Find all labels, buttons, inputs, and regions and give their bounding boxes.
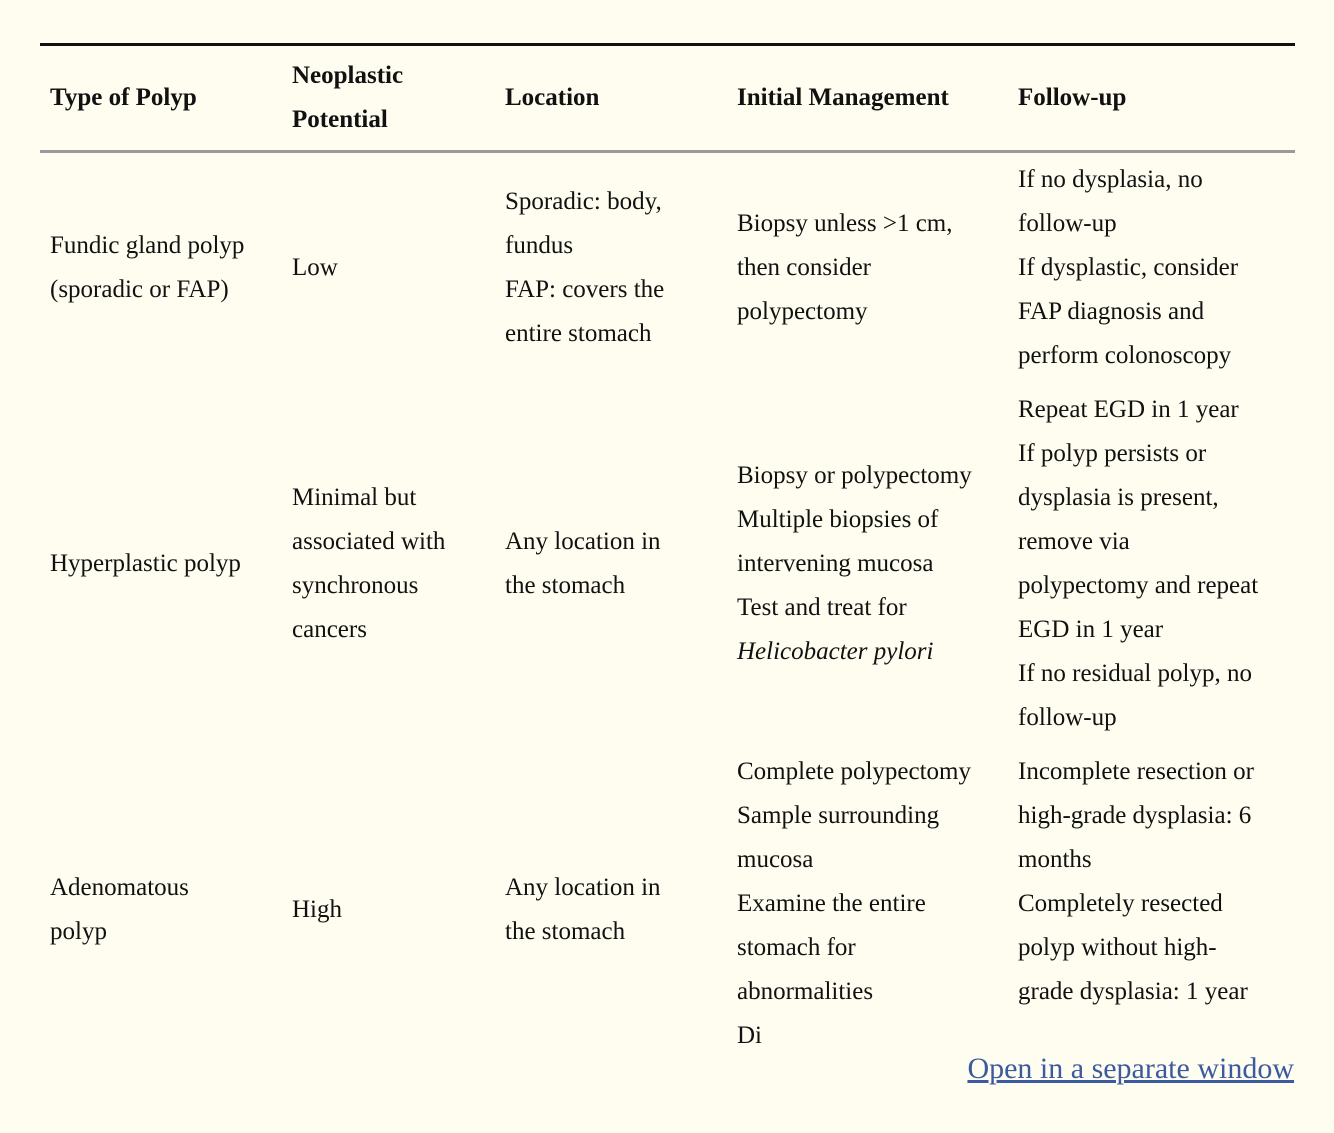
- cell-line: If polyp persists or: [1018, 440, 1207, 467]
- cell-management: [727, 383, 1008, 745]
- cell-line: Examine the entire: [737, 890, 926, 917]
- cell-line: intervening mucosa: [737, 550, 934, 577]
- cell-line: If no dysplasia, no: [1018, 166, 1203, 193]
- table-row: [40, 745, 1295, 1075]
- cell-line: polypectomy and repeat: [1018, 572, 1259, 599]
- cell-line: the stomach: [505, 918, 626, 945]
- cell-line: Low: [292, 254, 338, 281]
- polyp-table-container: [40, 43, 1295, 1049]
- cell-management: [727, 745, 1008, 1075]
- cell-type: [40, 745, 282, 1075]
- cell-line: entire stomach: [505, 320, 652, 347]
- header-location: Location: [505, 84, 600, 111]
- cell-followup: [1008, 383, 1295, 745]
- header-type: Type of Polyp: [50, 84, 197, 111]
- cell-line: follow-up: [1018, 704, 1117, 731]
- cell-line: high-grade dysplasia: 6: [1018, 802, 1252, 829]
- cell-line: Di: [737, 1022, 762, 1049]
- cell-line: cancers: [292, 616, 367, 643]
- cell-potential: [282, 745, 495, 1075]
- cell-location: [495, 152, 727, 384]
- cell-line: grade dysplasia: 1 year: [1018, 978, 1248, 1005]
- cell-line: Biopsy unless >1 cm,: [737, 210, 953, 237]
- cell-line: EGD in 1 year: [1018, 616, 1164, 643]
- cell-line: High: [292, 896, 342, 923]
- cell-line: perform colonoscopy: [1018, 342, 1232, 369]
- cell-line: FAP: covers the: [505, 276, 665, 303]
- cell-line: synchronous: [292, 572, 419, 599]
- header-followup: Follow-up: [1018, 84, 1127, 111]
- cell-line: Adenomatous: [50, 874, 189, 901]
- cell-line: Hyperplastic polyp: [50, 550, 241, 577]
- cell-line: Complete polypectomy: [737, 758, 971, 785]
- cell-line: the stomach: [505, 572, 626, 599]
- open-separate-window-link[interactable]: Open in a separate window: [967, 1052, 1294, 1085]
- cell-line: polyp without high-: [1018, 934, 1217, 961]
- cell-line: Repeat EGD in 1 year: [1018, 396, 1239, 423]
- table-header-row: [40, 45, 1295, 152]
- cell-line: abnormalities: [737, 978, 874, 1005]
- cell-potential: [282, 383, 495, 745]
- cell-line: months: [1018, 846, 1092, 873]
- cell-line: Any location in: [505, 528, 661, 555]
- cell-line: Minimal but: [292, 484, 417, 511]
- cell-followup: [1008, 745, 1295, 1075]
- cell-potential: [282, 152, 495, 384]
- table-row: [40, 383, 1295, 745]
- cell-line: Test and treat for: [737, 594, 907, 621]
- table-row: [40, 152, 1295, 384]
- cell-line: associated with: [292, 528, 446, 555]
- cell-line: Biopsy or polypectomy: [737, 462, 972, 489]
- cell-line: (sporadic or FAP): [50, 276, 229, 303]
- header-management: Initial Management: [737, 84, 949, 111]
- cell-line: Incomplete resection or: [1018, 758, 1255, 785]
- cell-line: Completely resected: [1018, 890, 1223, 917]
- polyp-table: [40, 43, 1295, 1075]
- cell-line-italic: Helicobacter pylori: [737, 638, 934, 665]
- header-potential: [282, 45, 495, 152]
- cell-location: [495, 745, 727, 1075]
- header-potential-line: Neoplastic: [292, 62, 404, 89]
- cell-line: Sporadic: body,: [505, 188, 662, 215]
- cell-type: [40, 383, 282, 745]
- header-potential-line: Potential: [292, 106, 388, 133]
- cell-line: follow-up: [1018, 210, 1117, 237]
- cell-type: [40, 152, 282, 384]
- cell-line: FAP diagnosis and: [1018, 298, 1205, 325]
- cell-line: Fundic gland polyp: [50, 232, 245, 259]
- cell-line: mucosa: [737, 846, 814, 873]
- cell-line: polypectomy: [737, 298, 868, 325]
- cell-location: [495, 383, 727, 745]
- cell-line: If dysplastic, consider: [1018, 254, 1239, 281]
- cell-line: stomach for: [737, 934, 856, 961]
- cell-line: If no residual polyp, no: [1018, 660, 1252, 687]
- cell-management: [727, 152, 1008, 384]
- cell-line: polyp: [50, 918, 107, 945]
- cell-line: remove via: [1018, 528, 1130, 555]
- cell-line: fundus: [505, 232, 574, 259]
- cell-line: Sample surrounding: [737, 802, 940, 829]
- cell-line: Multiple biopsies of: [737, 506, 939, 533]
- cell-line: then consider: [737, 254, 871, 281]
- cell-followup: [1008, 152, 1295, 384]
- cell-line: dysplasia is present,: [1018, 484, 1219, 511]
- cell-line: Any location in: [505, 874, 661, 901]
